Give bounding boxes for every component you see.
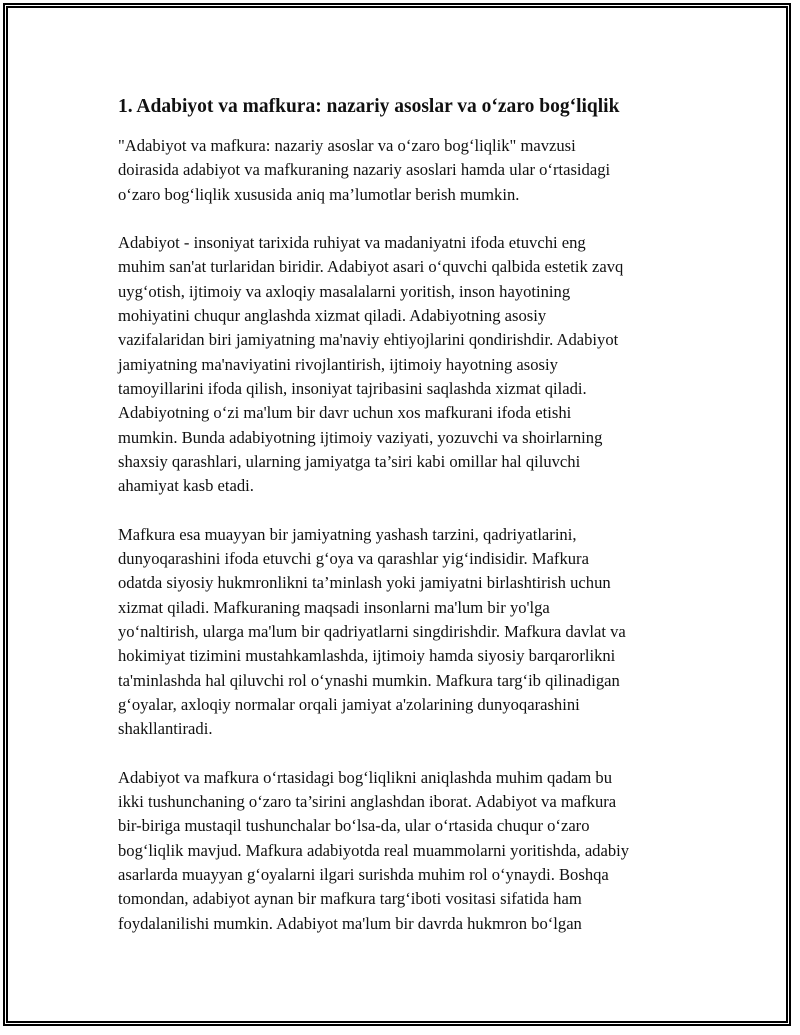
text-line: Adabiyot - insoniyat tarixida ruhiyat va madaniyatni ifoda etuvchi eng <box>118 233 586 253</box>
text-line: Mafkura esa muayyan bir jamiyatning yashash tarzini, qadriyatlarini, <box>118 524 577 544</box>
text-line: o‘zaro bog‘liqlik xususida aniq ma’lumotlar berish mumkin. <box>118 184 520 204</box>
text-line: jamiyatning ma'naviyatini rivojlantirish, ijtimoiy hayotning asosiy <box>118 354 558 374</box>
paragraph-mafkura <box>118 523 688 742</box>
text-line: dunyoqarashini ifoda etuvchi g‘oya va qarashlar yig‘indisidir. Mafkura <box>118 549 589 569</box>
text-line: odatda siyosiy hukmronlikni ta’minlash yoki jamiyatni birlashtirish uchun <box>118 573 611 593</box>
text-line: asarlarda muayyan g‘oyalarni ilgari surishda muhim rol o‘ynaydi. Boshqa <box>118 864 609 884</box>
text-line: foydalanilishi mumkin. Adabiyot ma'lum bir davrda hukmron bo‘lgan <box>118 913 582 933</box>
text-line: ikki tushunchaning o‘zaro ta’sirini anglashdan iborat. Adabiyot va mafkura <box>118 792 617 812</box>
text-line: hokimiyat tizimini mustahkamlashda, ijtimoiy hamda siyosiy barqarorlikni <box>118 646 616 666</box>
text-line: shakllantiradi. <box>118 719 213 739</box>
text-line: shaxsiy qarashlari, ularning jamiyatga ta’siri kabi omillar hal qiluvchi <box>118 451 581 471</box>
document-body <box>118 94 688 960</box>
text-line: mohiyatini chuqur anglashda xizmat qiladi. Adabiyotning asosiy <box>118 306 547 326</box>
text-line: ahamiyat kasb etadi. <box>118 476 254 496</box>
text-line: bir-biriga mustaqil tushunchalar bo‘lsa-da, ular o‘rtasida chuqur o‘zaro <box>118 816 590 836</box>
paragraph-adabiyot <box>118 231 688 498</box>
text-line: g‘oyalar, axloqiy normalar orqali jamiyat a'zolarining dunyoqarashini <box>118 694 580 714</box>
text-line: "Adabiyot va mafkura: nazariy asoslar va o‘zaro bog‘liqlik" mavzusi <box>118 136 576 155</box>
text-line: mumkin. Bunda adabiyotning ijtimoiy vaziyati, yozuvchi va shoirlarning <box>118 427 603 447</box>
text-line: doirasida adabiyot va mafkuraning nazariy asoslari hamda ular o‘rtasidagi <box>118 160 611 180</box>
text-line: tomondan, adabiyot aynan bir mafkura targ‘iboti vositasi sifatida ham <box>118 889 582 909</box>
paragraph-boglilik <box>118 766 688 936</box>
text-line: Adabiyotning o‘zi ma'lum bir davr uchun xos mafkurani ifoda etishi <box>118 403 572 423</box>
paragraph-intro <box>118 134 688 207</box>
text-line: uyg‘otish, ijtimoiy va axloqiy masalalarni yoritish, inson hayotining <box>118 281 571 301</box>
text-line: bog‘liqlik mavjud. Mafkura adabiyotda real muammolarni yoritishda, adabiy <box>118 840 630 860</box>
text-line: Adabiyot va mafkura o‘rtasidagi bog‘liqlikni aniqlashda muhim qadam bu <box>118 767 613 787</box>
text-line: xizmat qiladi. Mafkuraning maqsadi insonlarni ma'lum bir yo'lga <box>118 597 550 617</box>
section-heading: 1. Adabiyot va mafkura: nazariy asoslar va o‘zaro bog‘liqlik <box>118 96 620 117</box>
text-line: tamoyillarini ifoda qilish, insoniyat tajribasini saqlashda xizmat qiladi. <box>118 378 587 398</box>
text-line: muhim san'at turlaridan biridir. Adabiyot asari o‘quvchi qalbida estetik zavq <box>118 257 624 277</box>
text-line: vazifalaridan biri jamiyatning ma'naviy ehtiyojlarini qondirishdir. Adabiyot <box>118 330 619 350</box>
text-line: yo‘naltirish, ularga ma'lum bir qadriyatlarni singdirishdir. Mafkura davlat va <box>118 621 626 641</box>
text-line: ta'minlashda hal qiluvchi rol o‘ynashi mumkin. Mafkura targ‘ib qilinadigan <box>118 670 620 690</box>
